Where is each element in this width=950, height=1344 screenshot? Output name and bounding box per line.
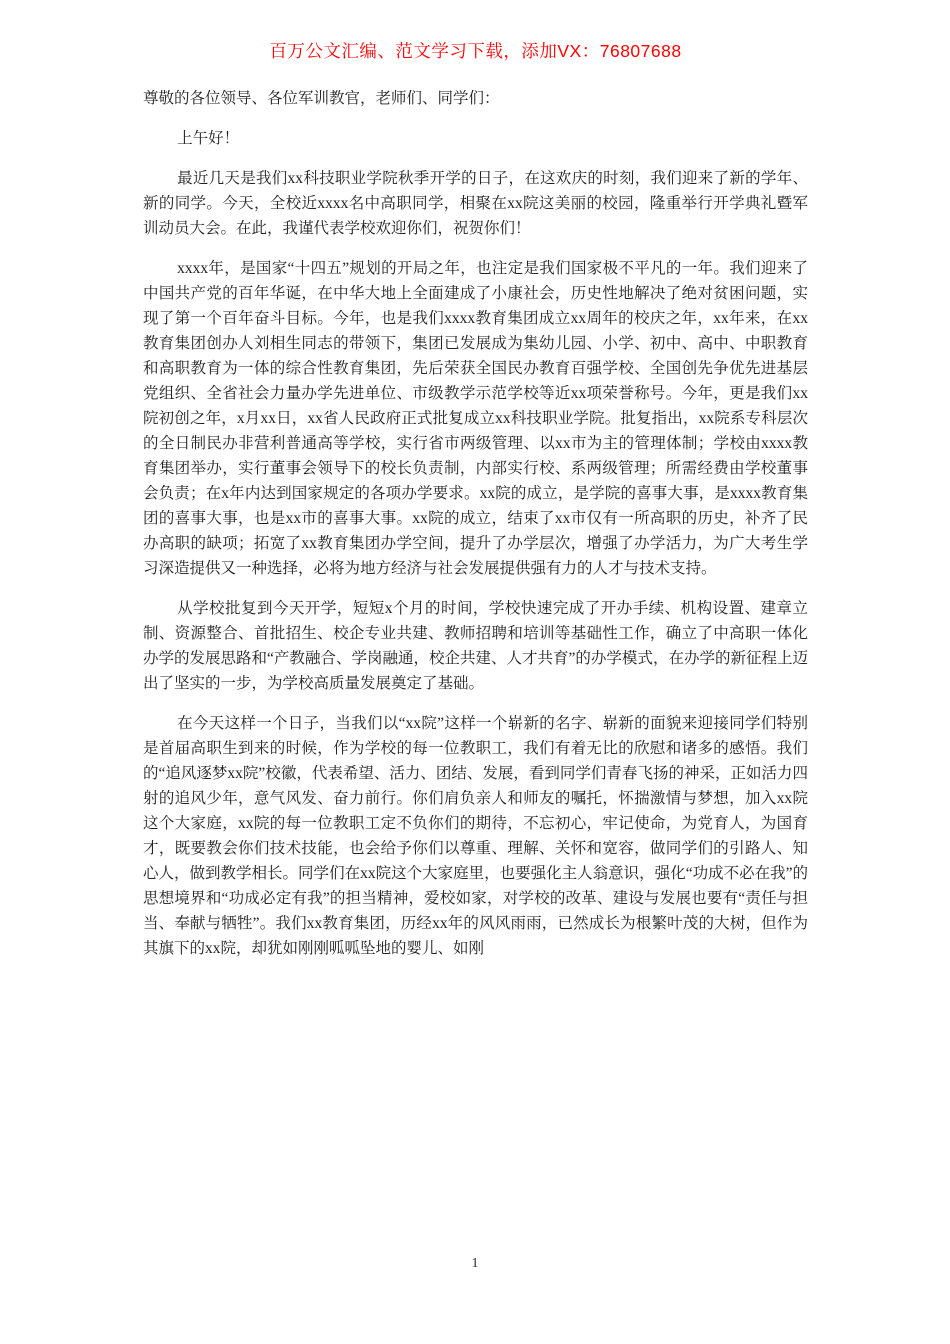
paragraph-preparation-work: 从学校批复到今天开学，短短x个月的时间，学校快速完成了开办手续、机构设置、建章立制、资源整合、首批招生、校企专业共建、教师招聘和培训等基础性工作，确立了中高职一体化办学的发展思路和“产教融合、学岗融通，校企共建、人才共育”的办学模式，在办学的新征程上迈出了坚实的一步，为学校高质量发展奠定了基础。 <box>143 600 808 692</box>
promo-banner: 百万公文汇编、范文学习下载，添加VX：76807688 <box>269 41 682 61</box>
page-number: 1 <box>471 1256 479 1271</box>
salutation: 尊敬的各位领导、各位军训教官，老师们、同学们： <box>143 90 500 107</box>
paragraph-school-history: xxxx年，是国家“十四五”规划的开局之年，也注定是我们国家极不平凡的一年。我们迎来了中国共产党的百年华诞，在中华大地上全面建成了小康社会，历史性地解决了绝对贫困问题，实现了第一个百年奋斗目标。今年，也是我们xxxx教育集团成立xx周年的校庆之年，xx年来，在xx教育集团创办人刘相生同志的带领下，集团已发展成为集幼儿园、小学、初中、高中、中职教育和高职教育为一体的综合性教育集团，先后荣获全国民办教育百强学校、全国创先争优先进基层党组织、全省社会力量办学先进单位、市级教学示范学校等近xx项荣誉称号。今年，更是我们xx院初创之年，x月xx日，xx省人民政府正式批复成立xx科技职业学院。批复指出，xx院系专科层次的全日制民办非营利普通高等学校，实行省市两级管理、以xx市为主的管理体制；学校由xxxx教育集团举办，实行董事会领导下的校长负责制，内部实行校、系两级管理；所需经费由学校董事会负责；在x年内达到国家规定的各项办学要求。xx院的成立，是学院的喜事大事，是xxxx教育集团的喜事大事，也是xx市的喜事大事。xx院的成立，结束了xx市仅有一所高职的历史，补齐了民办高职的缺项；拓宽了xx教育集团办学空间，提升了办学层次，增强了办学活力，为广大考生学习深造提供又一种选择，必将为地方经济与社会发展提供强有力的人才与技术支持。 <box>143 260 808 577</box>
paragraph-greeting: 上午好！ <box>177 130 240 147</box>
document-body <box>143 86 808 961</box>
paragraph-opening-ceremony: 最近几天是我们xx科技职业学院秋季开学的日子，在这欢庆的时刻，我们迎来了新的学年、新的同学。今天，全校近xxxx名中高职同学，相聚在xx院这美丽的校园，隆重举行开学典礼暨军训动员大会。在此，我谨代表学校欢迎你们，祝贺你们！ <box>143 170 808 237</box>
paragraph-welcome-students: 在今天这样一个日子，当我们以“xx院”这样一个崭新的名字、崭新的面貌来迎接同学们特别是首届高职生到来的时候，作为学校的每一位教职工，我们有着无比的欣慰和诸多的感悟。我们的“追风逐梦xx院”校徽，代表希望、活力、团结、发展，看到同学们青春飞扬的神采，正如活力四射的追风少年，意气风发、奋力前行。你们肩负亲人和师友的嘱托，怀揣激情与梦想，加入xx院这个大家庭，xx院的每一位教职工定不负你们的期待，不忘初心，牢记使命，为党育人，为国育才，既要教会你们技术技能，也会给予你们以尊重、理解、关怀和宽容，做同学们的引路人、知心人，做到教学相长。同学们在xx院这个大家庭里，也要强化主人翁意识，强化“功成不必在我”的思想境界和“功成必定有我”的担当精神，爱校如家，对学校的改革、建设与发展也要有“责任与担当、奉献与牺牲”。我们xx教育集团，历经xx年的风风雨雨，已然成长为根繁叶茂的大树，但作为其旗下的xx院，却犹如刚刚呱呱坠地的婴儿、如刚 <box>143 715 808 957</box>
